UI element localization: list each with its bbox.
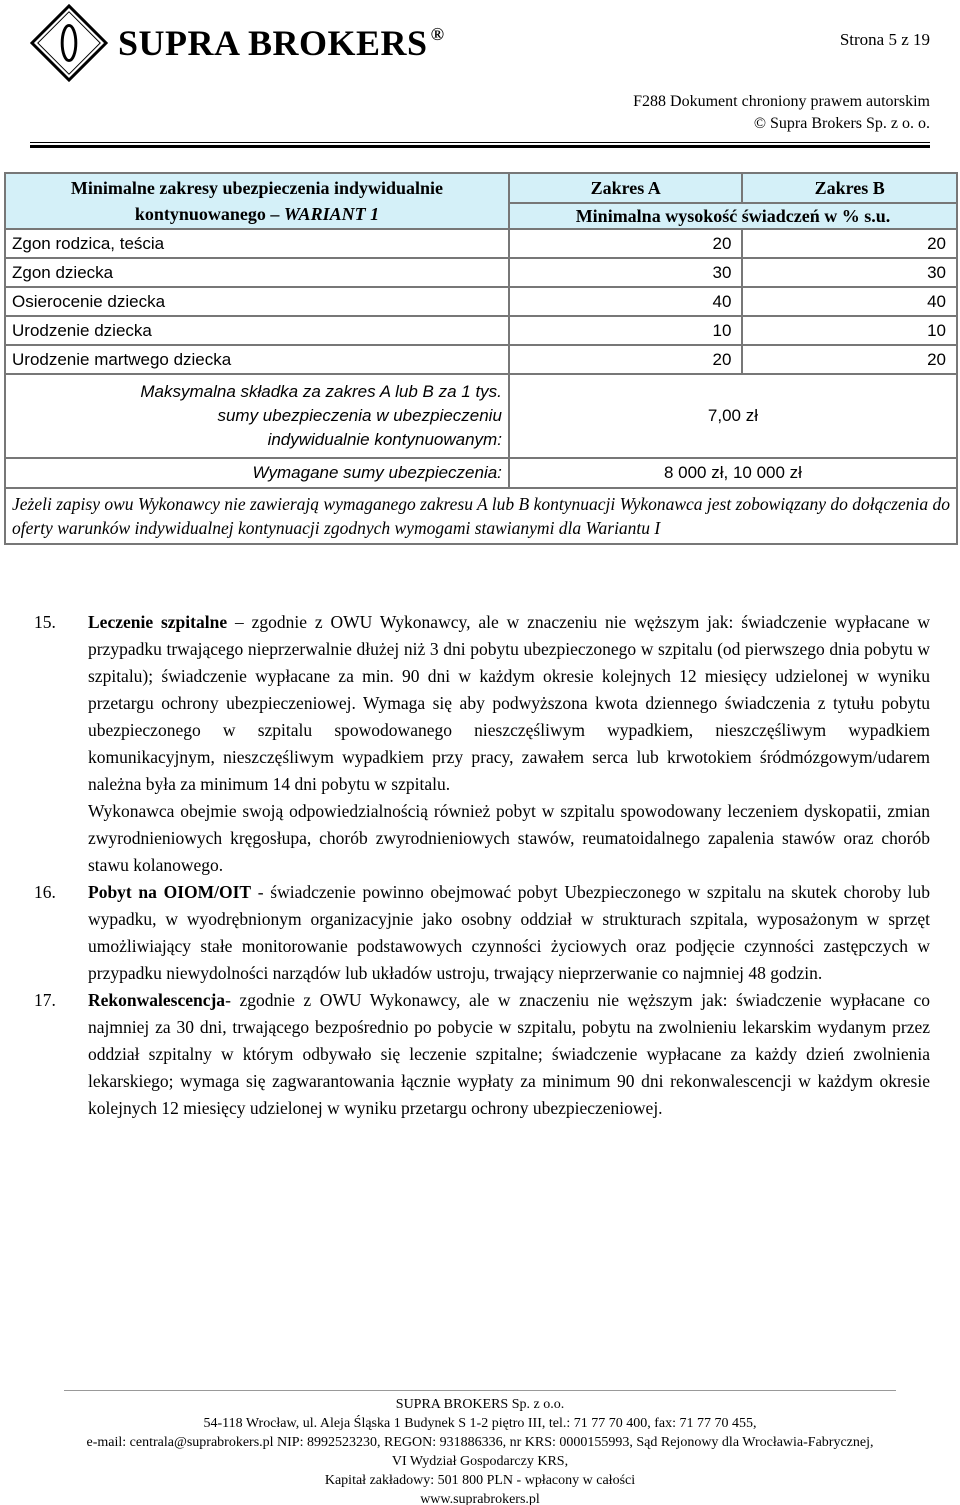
footer: [0, 1395, 960, 1505]
table-row: [5, 229, 957, 258]
copyright-notice: [633, 91, 930, 135]
note-row: [5, 488, 957, 544]
list-item: [34, 987, 930, 1122]
value-b: 40: [742, 287, 957, 316]
numbered-items: [34, 609, 930, 1122]
value-b: 20: [742, 345, 957, 374]
item-number: 17.: [34, 990, 56, 1010]
row-label: Zgon rodzica, teścia: [5, 229, 509, 258]
value-a: 10: [509, 316, 743, 345]
sums-row: [5, 458, 957, 488]
footer-company: SUPRA BROKERS Sp. z o.o.: [395, 1397, 565, 1412]
item-title: Leczenie szpitalne: [88, 612, 228, 632]
table-note: Jeżeli zapisy owu Wykonawcy nie zawierają wymaganego zakresu A lub B kontynuacji Wykonawca jest zobowiązany do dołączenia do oferty warunków indywidualnej kontynuacji zgodnych wymogami stawianymi dla Wariantu I: [5, 488, 957, 544]
column-header-b: Zakres B: [742, 173, 957, 203]
page-number: Strona 5 z 19: [839, 30, 930, 49]
row-label: Zgon dziecka: [5, 258, 509, 287]
coverage-table: [4, 172, 958, 545]
footer-website: www.suprabrokers.pl: [420, 1492, 540, 1505]
table-row: [5, 316, 957, 345]
table-row: [5, 345, 957, 374]
premium-row: [5, 374, 957, 458]
registered-mark: ®: [430, 24, 445, 44]
table-header-row: [5, 173, 957, 203]
row-label: Urodzenie dziecka: [5, 316, 509, 345]
value-a: 30: [509, 258, 743, 287]
sums-value: 8 000 zł, 10 000 zł: [509, 458, 957, 488]
row-label: Urodzenie martwego dziecka: [5, 345, 509, 374]
table-row: [5, 287, 957, 316]
brand-name: SUPRA BROKERS ®: [118, 23, 445, 63]
item-text: Rekonwalescencja- zgodnie z OWU Wykonawcy, ale w znaczeniu nie węższym jak: świadczenie wypłacane co najmniej za 30 dni, trwającego bezpośrednio po pobycie w szpitalu, pobytu na zwolnieniu lekarskim wydanym przez oddział szpitalny w którym odbywało się leczenie szpitalne; świadczenie wypłacane za każdy dzień zwolnienia lekarskiego; wymaga się zagwarantowania łącznie wypłaty za minimum 90 dni rekonwalescencji w każdym okresie kolejnych 12 miesięcy udzielonej w wyniku przetargu ochrony ubezpieczeniowej.: [88, 990, 930, 1118]
value-a: 40: [509, 287, 743, 316]
sums-label: Wymagane sumy ubezpieczenia:: [5, 458, 509, 488]
item-title: Rekonwalescencja: [88, 990, 226, 1010]
supra-brokers-logo: [30, 4, 108, 82]
value-b: 30: [742, 258, 957, 287]
premium-label: Maksymalna składka za zakres A lub B za 1 tys. sumy ubezpieczenia w ubezpieczeniu indywidualnie kontynuowanym:: [5, 374, 509, 458]
copyright-line-2: © Supra Brokers Sp. z o. o.: [753, 115, 930, 132]
item-number: 15.: [34, 612, 56, 632]
row-label: Osierocenie dziecka: [5, 287, 509, 316]
footer-divider: [64, 1390, 896, 1391]
premium-value: 7,00 zł: [509, 374, 957, 458]
table-row: [5, 258, 957, 287]
value-b: 10: [742, 316, 957, 345]
item-paragraph: Wykonawca obejmie swoją odpowiedzialnością również pobyt w szpitalu spowodowany leczeniem dyskopatii, zmian zwyrodnieniowych kręgosłupa, chorób zwyrodnieniowych stawów, reumatoidalnego zapalenia stawów oraz chorób stawu kolanowego.: [88, 801, 930, 875]
header-divider: [30, 142, 930, 148]
column-header-a: Zakres A: [509, 173, 743, 203]
copyright-line-1: F288 Dokument chroniony prawem autorskim: [633, 93, 930, 110]
table-subheader: Minimalna wysokość świadczeń w % s.u.: [509, 203, 957, 229]
footer-department: VI Wydział Gospodarczy KRS,: [391, 1454, 569, 1469]
value-b: 20: [742, 229, 957, 258]
item-text: Leczenie szpitalne – zgodnie z OWU Wykonawcy, ale w znaczeniu nie węższym jak: świadczenie wypłacane w przypadku trwającego nieprzerwalnie dłużej niż 3 dni pobytu ubezpieczonego w szpitalu (od pierwszego dnia pobytu w szpitalu); świadczenie wypłacane za min. 90 dni w każdym okresie kolejnych 12 miesięcy udzielonej w wyniku przetargu ochrony ubezpieczeniowej. Wymaga się aby podwyższona kwota dziennego świadczenia z tytułu pobytu ubezpieczonego w szpitalu spowodowanego nieszczęśliwym wypadkiem, nieszczęśliwym wypadkiem komunikacyjnym, nieszczęśliwym wypadkiem przy pracy, zawałem serca lub krwotokiem śródmózgowym/udarem należna była za minimum 14 dni pobytu w szpitalu. Wykonawca obejmie swoją odpowiedzialnością również pobyt w szpitalu spowodowany leczeniem dyskopatii, zmian zwyrodnieniowych kręgosłupa, chorób zwyrodnieniowych stawów, reumatoidalnego zapalenia stawów oraz chorób stawu kolanowego.: [88, 609, 930, 879]
value-a: 20: [509, 229, 743, 258]
list-item: [34, 879, 930, 987]
footer-registry: e-mail: centrala@suprabrokers.pl NIP: 8992523230, REGON: 931886336, nr KRS: 0000155993, Sąd Rejonowy dla Wrocławia-Fabrycznej,: [86, 1435, 874, 1450]
item-text: Pobyt na OIOM/OIT - świadczenie powinno obejmować pobyt Ubezpieczonego w szpitalu na skutek choroby lub wypadku, w wyodrębnionym organizacyjnie jako osobny oddział w strukturach szpitala, wyposażonym w sprzęt umożliwiający stałe monitorowanie podstawowych czynności życiowych oraz podjęcie czynności zastępczych w przypadku niewydolności narządów lub układów ustroju, trwający nieprzerwanie co najmniej 48 godzin.: [88, 882, 930, 983]
item-number: 16.: [34, 882, 56, 902]
table-title: Minimalne zakresy ubezpieczenia indywidualnie kontynuowanego – WARIANT 1: [5, 173, 509, 229]
footer-capital: Kapitał zakładowy: 501 800 PLN - wpłacony w całości: [324, 1473, 636, 1488]
value-a: 20: [509, 345, 743, 374]
item-title: Pobyt na OIOM/OIT: [88, 882, 252, 902]
list-item: [34, 609, 930, 879]
footer-address: 54-118 Wrocław, ul. Aleja Śląska 1 Budynek S 1-2 piętro III, tel.: 71 77 70 400, fax: 71 77 70 455,: [203, 1416, 757, 1431]
